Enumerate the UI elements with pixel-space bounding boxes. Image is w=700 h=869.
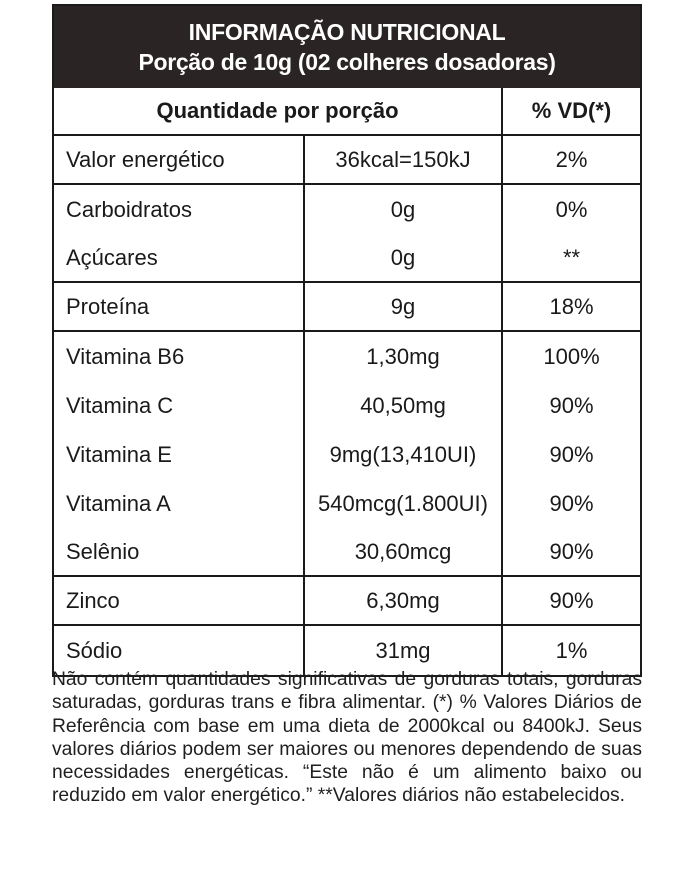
nutrient-name: Zinco (54, 577, 305, 626)
nutrient-name: Proteína (54, 283, 305, 332)
nutrient-name: Valor energético (54, 136, 305, 185)
nutrient-vd: 90% (549, 441, 594, 467)
column-header-quantity: Quantidade por porção (54, 88, 503, 136)
nutrient-vd: 90% (549, 490, 594, 516)
nutrient-amount: 0g (305, 234, 503, 283)
nutrient-name: Sódio (54, 626, 305, 675)
nutrient-name: Selênio (54, 528, 305, 577)
nutrient-amount: 31mg (305, 626, 503, 675)
nutrient-name: Carboidratos (54, 185, 305, 234)
column-header-vd: % VD(*) (503, 88, 640, 136)
nutrient-amount: 1,30mg (305, 332, 503, 381)
serving-size: Porção de 10g (02 colheres dosadoras) (138, 49, 556, 75)
nutrient-name: Açúcares (54, 234, 305, 283)
nutrient-vd: ** (503, 234, 640, 283)
nutrient-vd: 1% (555, 637, 588, 663)
nutrient-amount: 0g (305, 185, 503, 234)
nutrition-facts-table (52, 4, 642, 677)
nutrient-name: Vitamina C (54, 381, 305, 430)
nutrient-amount: 40,50mg (305, 381, 503, 430)
nutrient-name: Vitamina E (54, 430, 305, 479)
nutrient-amount: 9g (305, 283, 503, 332)
nutrient-amount: 30,60mcg (305, 528, 503, 577)
nutrient-amount: 36kcal=150kJ (305, 136, 503, 185)
nutrient-vd: 0% (555, 196, 588, 222)
nutrient-vd: 100% (543, 343, 600, 369)
footnote: Não contém quantidades significativas de gorduras totais, gorduras saturadas, gorduras trans e fibra alimentar. (*) % Valores Diários de Referência com base em uma dieta de 2000kcal ou 8400kJ. Seus valores diários podem ser maiores ou menores dependendo de suas necessidades energéticas. “Este não é um alimento baixo ou reduzido em valor energético.” **Valores diários não estabelecidos. (52, 669, 642, 807)
nutrient-vd: 2% (503, 136, 640, 185)
nutrient-vd: 90% (503, 577, 640, 626)
table-title: INFORMAÇÃO NUTRICIONAL (188, 19, 506, 45)
nutrient-name: Vitamina B6 (54, 332, 305, 381)
nutrient-amount: 9mg(13,410UI) (305, 430, 503, 479)
nutrient-amount: 540mcg(1.800UI) (305, 479, 503, 528)
nutrient-vd: 90% (549, 392, 594, 418)
nutrient-grid (54, 88, 640, 675)
nutrient-vd: 90% (503, 528, 640, 577)
nutrient-amount: 6,30mg (305, 577, 503, 626)
nutrient-vd: 18% (503, 283, 640, 332)
table-header (54, 6, 640, 88)
nutrient-name: Vitamina A (54, 479, 305, 528)
